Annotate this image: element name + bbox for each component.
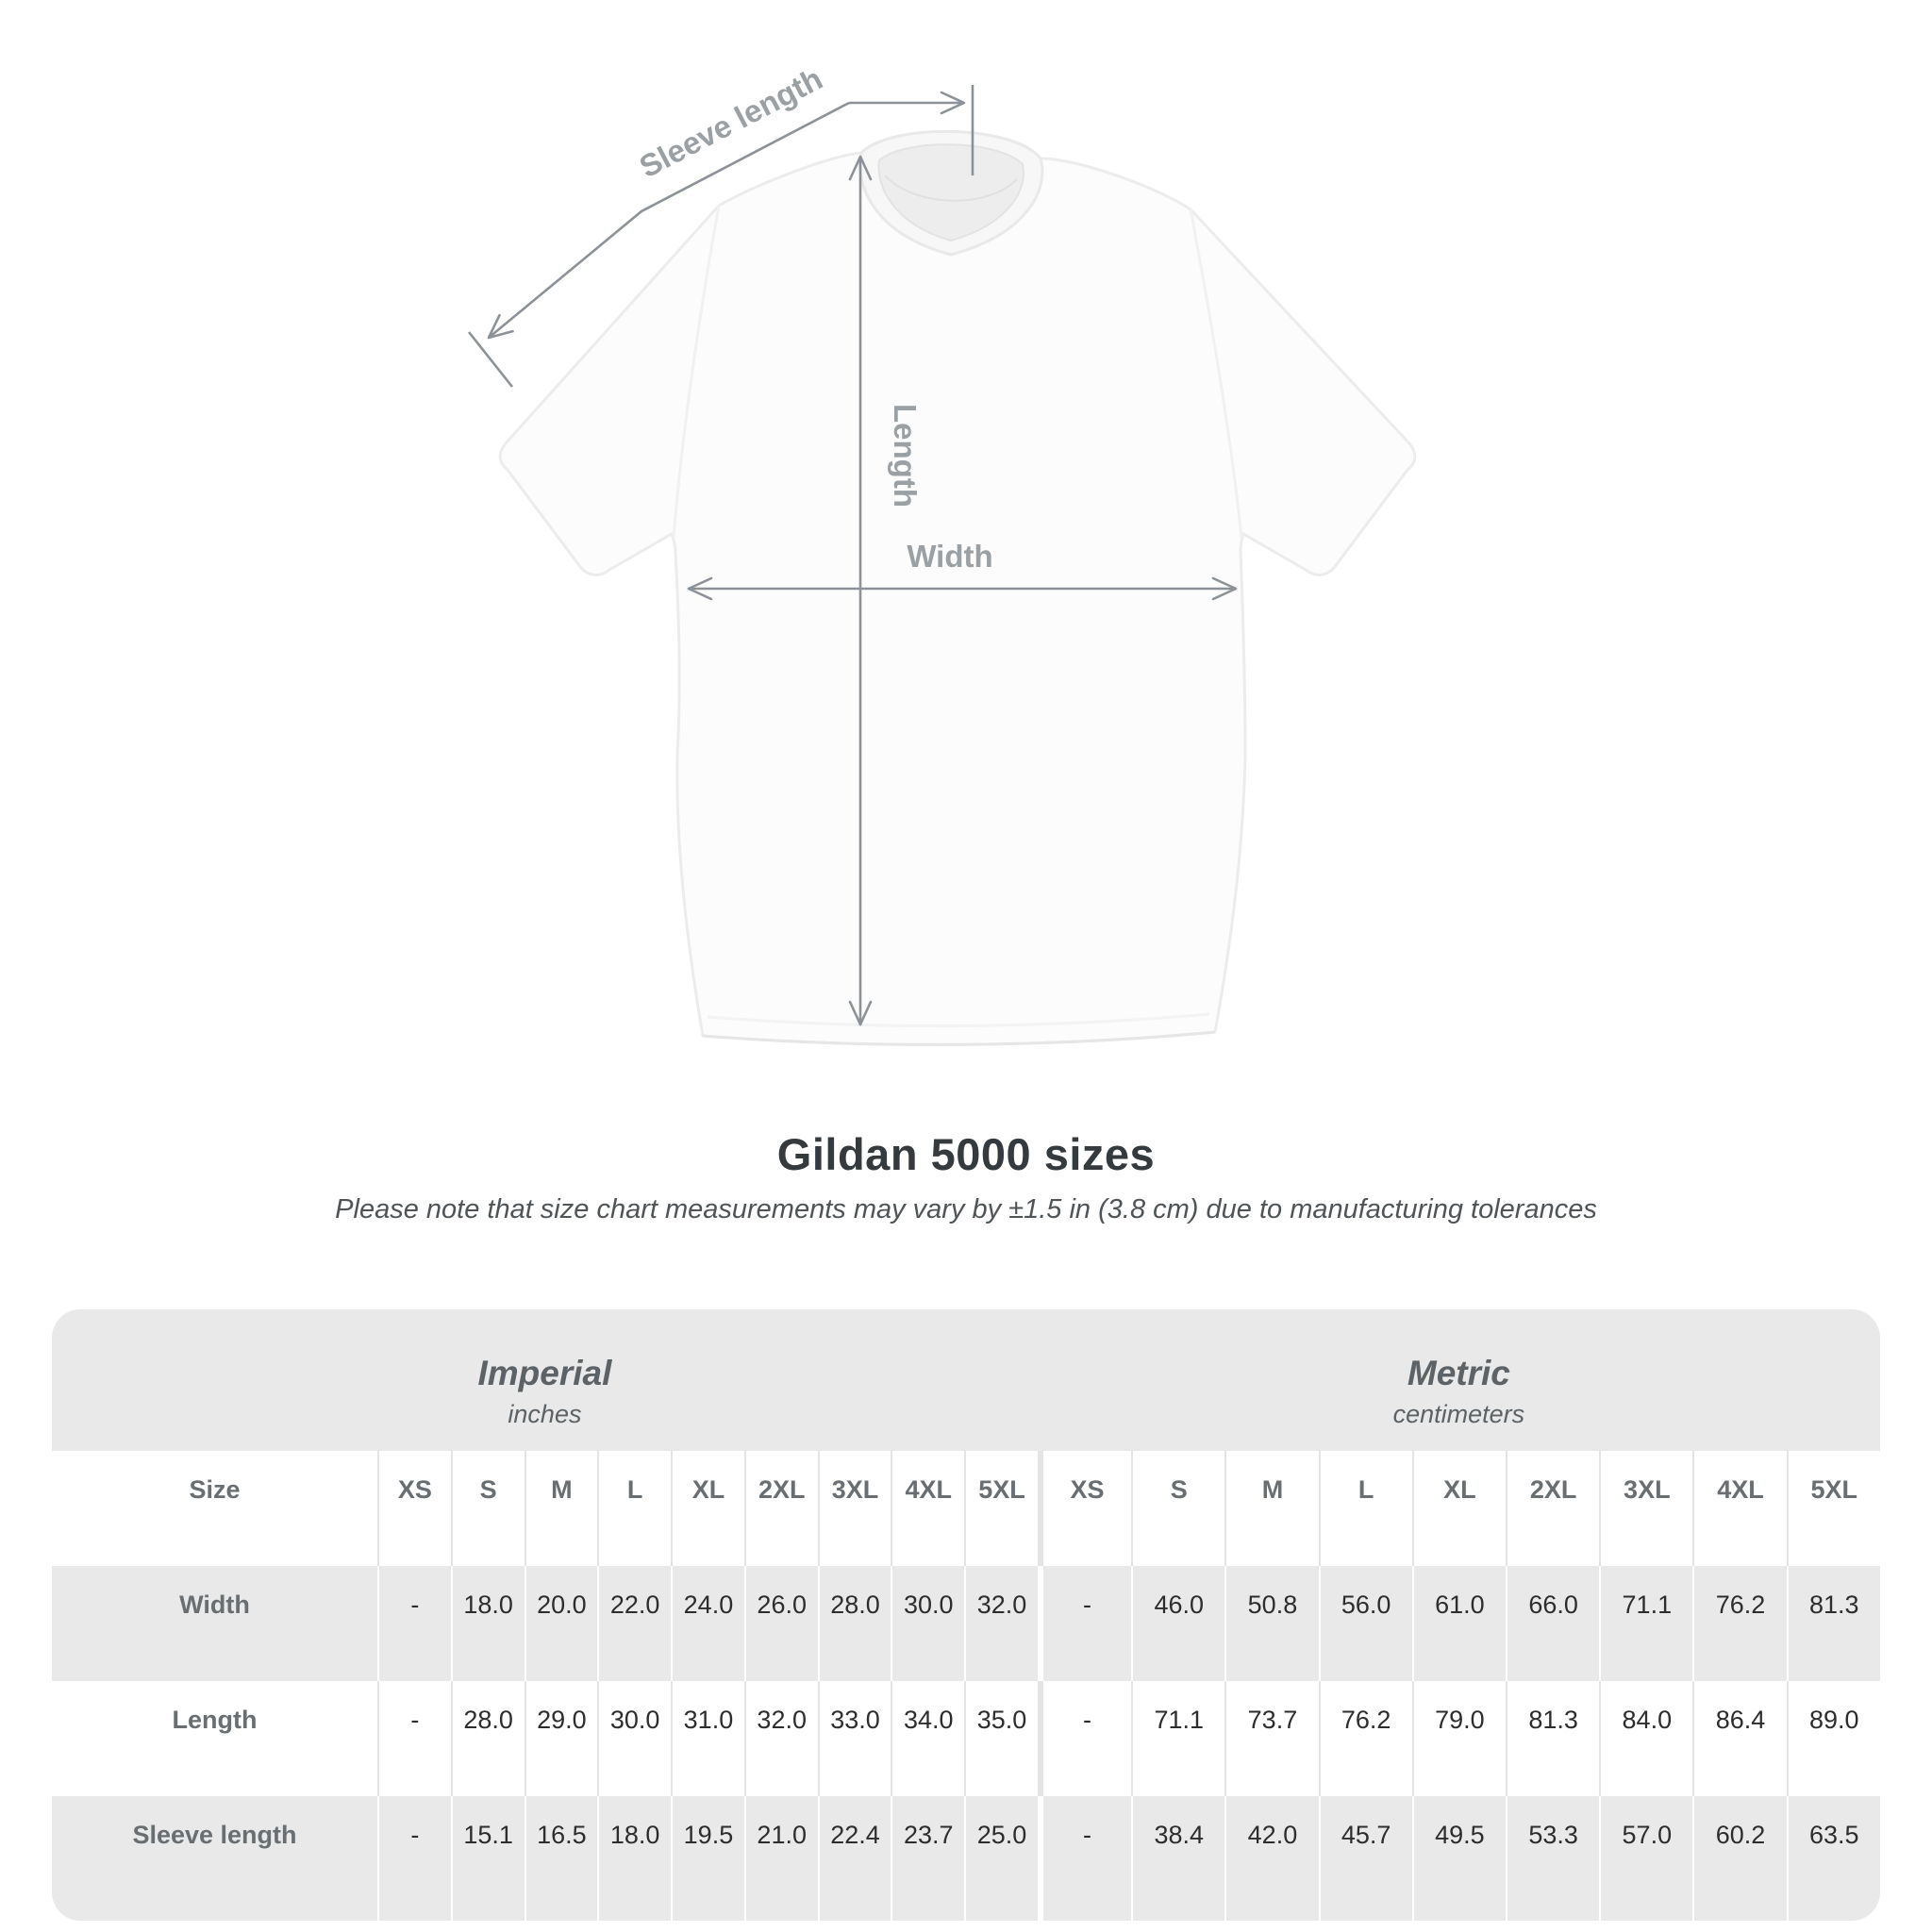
row-label-sleeve-length: Sleeve length <box>52 1796 377 1921</box>
size-header-cell: S <box>451 1451 525 1566</box>
page-title: Gildan 5000 sizes <box>776 1129 1156 1179</box>
data-cell: 25.0 <box>964 1796 1038 1921</box>
data-cell: 76.2 <box>1692 1566 1786 1681</box>
row-label-length: Length <box>172 1706 258 1734</box>
size-header-cell: 3XL <box>818 1451 891 1566</box>
data-cell: - <box>377 1796 451 1921</box>
data-cell: 20.0 <box>525 1566 598 1681</box>
data-cell: 28.0 <box>451 1681 525 1796</box>
data-cell: 71.1 <box>1131 1681 1224 1796</box>
data-cell: 42.0 <box>1224 1796 1318 1921</box>
data-cell: 84.0 <box>1599 1681 1692 1796</box>
row-label-width: Width <box>52 1566 377 1681</box>
data-cell: 79.0 <box>1412 1681 1506 1796</box>
data-cell: 24.0 <box>671 1566 744 1681</box>
size-header-cell: 2XL <box>744 1451 818 1566</box>
data-cell: 76.2 <box>1319 1681 1412 1796</box>
data-cell: 45.7 <box>1319 1796 1412 1921</box>
size-header-cell: M <box>525 1451 598 1566</box>
data-cell: 60.2 <box>1692 1796 1786 1921</box>
size-table <box>52 1309 1880 1921</box>
data-cell: - <box>1038 1681 1131 1796</box>
data-cell: 30.0 <box>597 1681 671 1796</box>
width-label: Width <box>907 539 993 574</box>
data-cell: - <box>377 1566 451 1681</box>
size-header-cell: XL <box>1412 1451 1506 1566</box>
size-header-cell: XS <box>377 1451 451 1566</box>
size-header-cell: XL <box>671 1451 744 1566</box>
data-cell: 18.0 <box>451 1566 525 1681</box>
data-cell: 18.0 <box>597 1796 671 1921</box>
data-cell: 29.0 <box>525 1681 598 1796</box>
data-cell: - <box>1038 1566 1131 1681</box>
data-cell: 32.0 <box>964 1566 1038 1681</box>
data-cell: 22.0 <box>597 1566 671 1681</box>
sleeve-end-witness-line <box>469 332 512 387</box>
data-cell: 57.0 <box>1599 1796 1692 1921</box>
data-cell: 53.3 <box>1506 1796 1599 1921</box>
data-cell: 28.0 <box>818 1566 891 1681</box>
data-cell: 35.0 <box>964 1681 1038 1796</box>
metric-section-header <box>1038 1309 1880 1451</box>
data-cell: 26.0 <box>744 1566 818 1681</box>
data-cell: 71.1 <box>1599 1566 1692 1681</box>
size-header-cell: 4XL <box>1692 1451 1786 1566</box>
size-header-cell: 2XL <box>1506 1451 1599 1566</box>
data-cell: 31.0 <box>671 1681 744 1796</box>
data-cell: 81.3 <box>1506 1681 1599 1796</box>
size-column-header: Size <box>52 1451 377 1566</box>
data-cell: 49.5 <box>1412 1796 1506 1921</box>
size-header-cell: 5XL <box>1787 1451 1880 1566</box>
length-label: Length <box>888 404 923 508</box>
data-cell: 22.4 <box>818 1796 891 1921</box>
data-cell: 46.0 <box>1131 1566 1224 1681</box>
data-cell: 23.7 <box>891 1796 964 1921</box>
data-cell: 86.4 <box>1692 1681 1786 1796</box>
data-cell: 30.0 <box>891 1566 964 1681</box>
size-header-cell: 4XL <box>891 1451 964 1566</box>
size-header-cell: L <box>597 1451 671 1566</box>
tolerance-note: Please note that size chart measurements may vary by ±1.5 in (3.8 cm) due to manufacturing tolerances <box>335 1194 1597 1224</box>
imperial-section-title: Imperial <box>477 1354 612 1393</box>
data-cell: 61.0 <box>1412 1566 1506 1681</box>
imperial-section-unit: inches <box>508 1399 582 1428</box>
data-cell: - <box>377 1681 451 1796</box>
data-cell: - <box>1038 1796 1131 1921</box>
metric-section-unit: centimeters <box>1392 1399 1525 1428</box>
data-cell: 50.8 <box>1224 1566 1318 1681</box>
data-cell: 15.1 <box>451 1796 525 1921</box>
size-header-cell: L <box>1319 1451 1412 1566</box>
size-header-cell: M <box>1224 1451 1318 1566</box>
data-cell: 81.3 <box>1787 1566 1880 1681</box>
data-cell: 34.0 <box>891 1681 964 1796</box>
data-cell: 33.0 <box>818 1681 891 1796</box>
size-header-cell: 5XL <box>964 1451 1038 1566</box>
imperial-section-header <box>52 1309 1038 1451</box>
size-header-cell: XS <box>1038 1451 1131 1566</box>
data-cell: 16.5 <box>525 1796 598 1921</box>
data-cell: 32.0 <box>744 1681 818 1796</box>
data-cell: 73.7 <box>1224 1681 1318 1796</box>
data-cell: 66.0 <box>1506 1566 1599 1681</box>
data-cell: 38.4 <box>1131 1796 1224 1921</box>
metric-section-title: Metric <box>1407 1354 1510 1393</box>
sleeve-length-label: Sleeve length <box>633 60 828 185</box>
size-header-cell: S <box>1131 1451 1224 1566</box>
data-cell: 56.0 <box>1319 1566 1412 1681</box>
data-cell: 63.5 <box>1787 1796 1880 1921</box>
size-header-cell: 3XL <box>1599 1451 1692 1566</box>
data-cell: 19.5 <box>671 1796 744 1921</box>
data-cell: 89.0 <box>1787 1681 1880 1796</box>
data-cell: 21.0 <box>744 1796 818 1921</box>
